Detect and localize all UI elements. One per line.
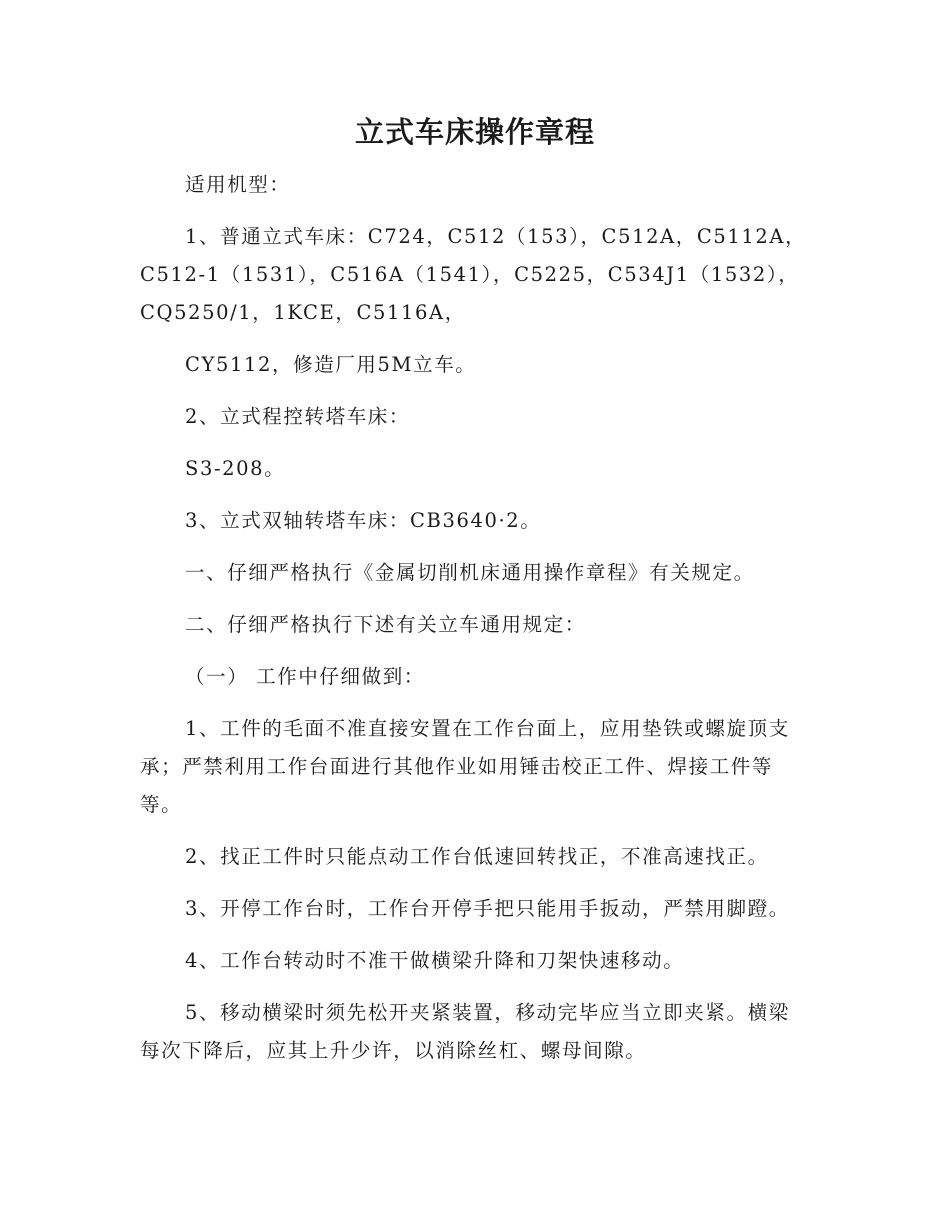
- paragraph-rule-1: 1、工件的毛面不准直接安置在工作台面上，应用垫铁或螺旋顶支承；严禁利用工作台面进行其他作业如用锤击校正工件、焊接工件等等。: [140, 717, 790, 816]
- document-title: 立式车床操作章程: [354, 115, 595, 149]
- paragraph-subsection-one: （一） 工作中仔细做到：: [185, 665, 425, 688]
- paragraph-rule-3: 3、开停工作台时，工作台开停手把只能用手扳动，严禁用脚蹬。: [185, 897, 790, 920]
- paragraph-rule-4: 4、工作台转动时不准干做横梁升降和刀架快速移动。: [185, 949, 685, 972]
- paragraph-rule-2: 2、找正工件时只能点动工作台低速回转找正，不准高速找正。: [185, 845, 769, 868]
- paragraph-rule-5: 5、移动横梁时须先松开夹紧装置，移动完毕应当立即夹紧。横梁每次下降后，应其上升少许，以消除丝杠、螺母间隙。: [140, 1001, 790, 1062]
- paragraph-applicable-models: 适用机型：: [185, 173, 291, 196]
- paragraph-section-one: 一、仔细严格执行《金属切削机床通用操作章程》有关规定。: [185, 561, 755, 584]
- paragraph-dual-spindle-turret: 3、立式双轴转塔车床：CB3640·2。: [185, 509, 542, 532]
- paragraph-section-two: 二、仔细严格执行下述有关立车通用规定：: [185, 613, 586, 636]
- paragraph-s3-208: S3-208。: [185, 457, 286, 480]
- paragraph-program-turret-lathe: 2、立式程控转塔车床：: [185, 405, 411, 428]
- paragraph-cy5112: CY5112，修造厂用5M立车。: [185, 353, 477, 376]
- paragraph-ordinary-vertical-lathe: 1、普通立式车床：C724，C512（153），C512A，C5112A，C512-1（1531），C516A（1541），C5225，C534J1（1532），CQ5250/1，1KCE，C5116A，: [140, 225, 807, 324]
